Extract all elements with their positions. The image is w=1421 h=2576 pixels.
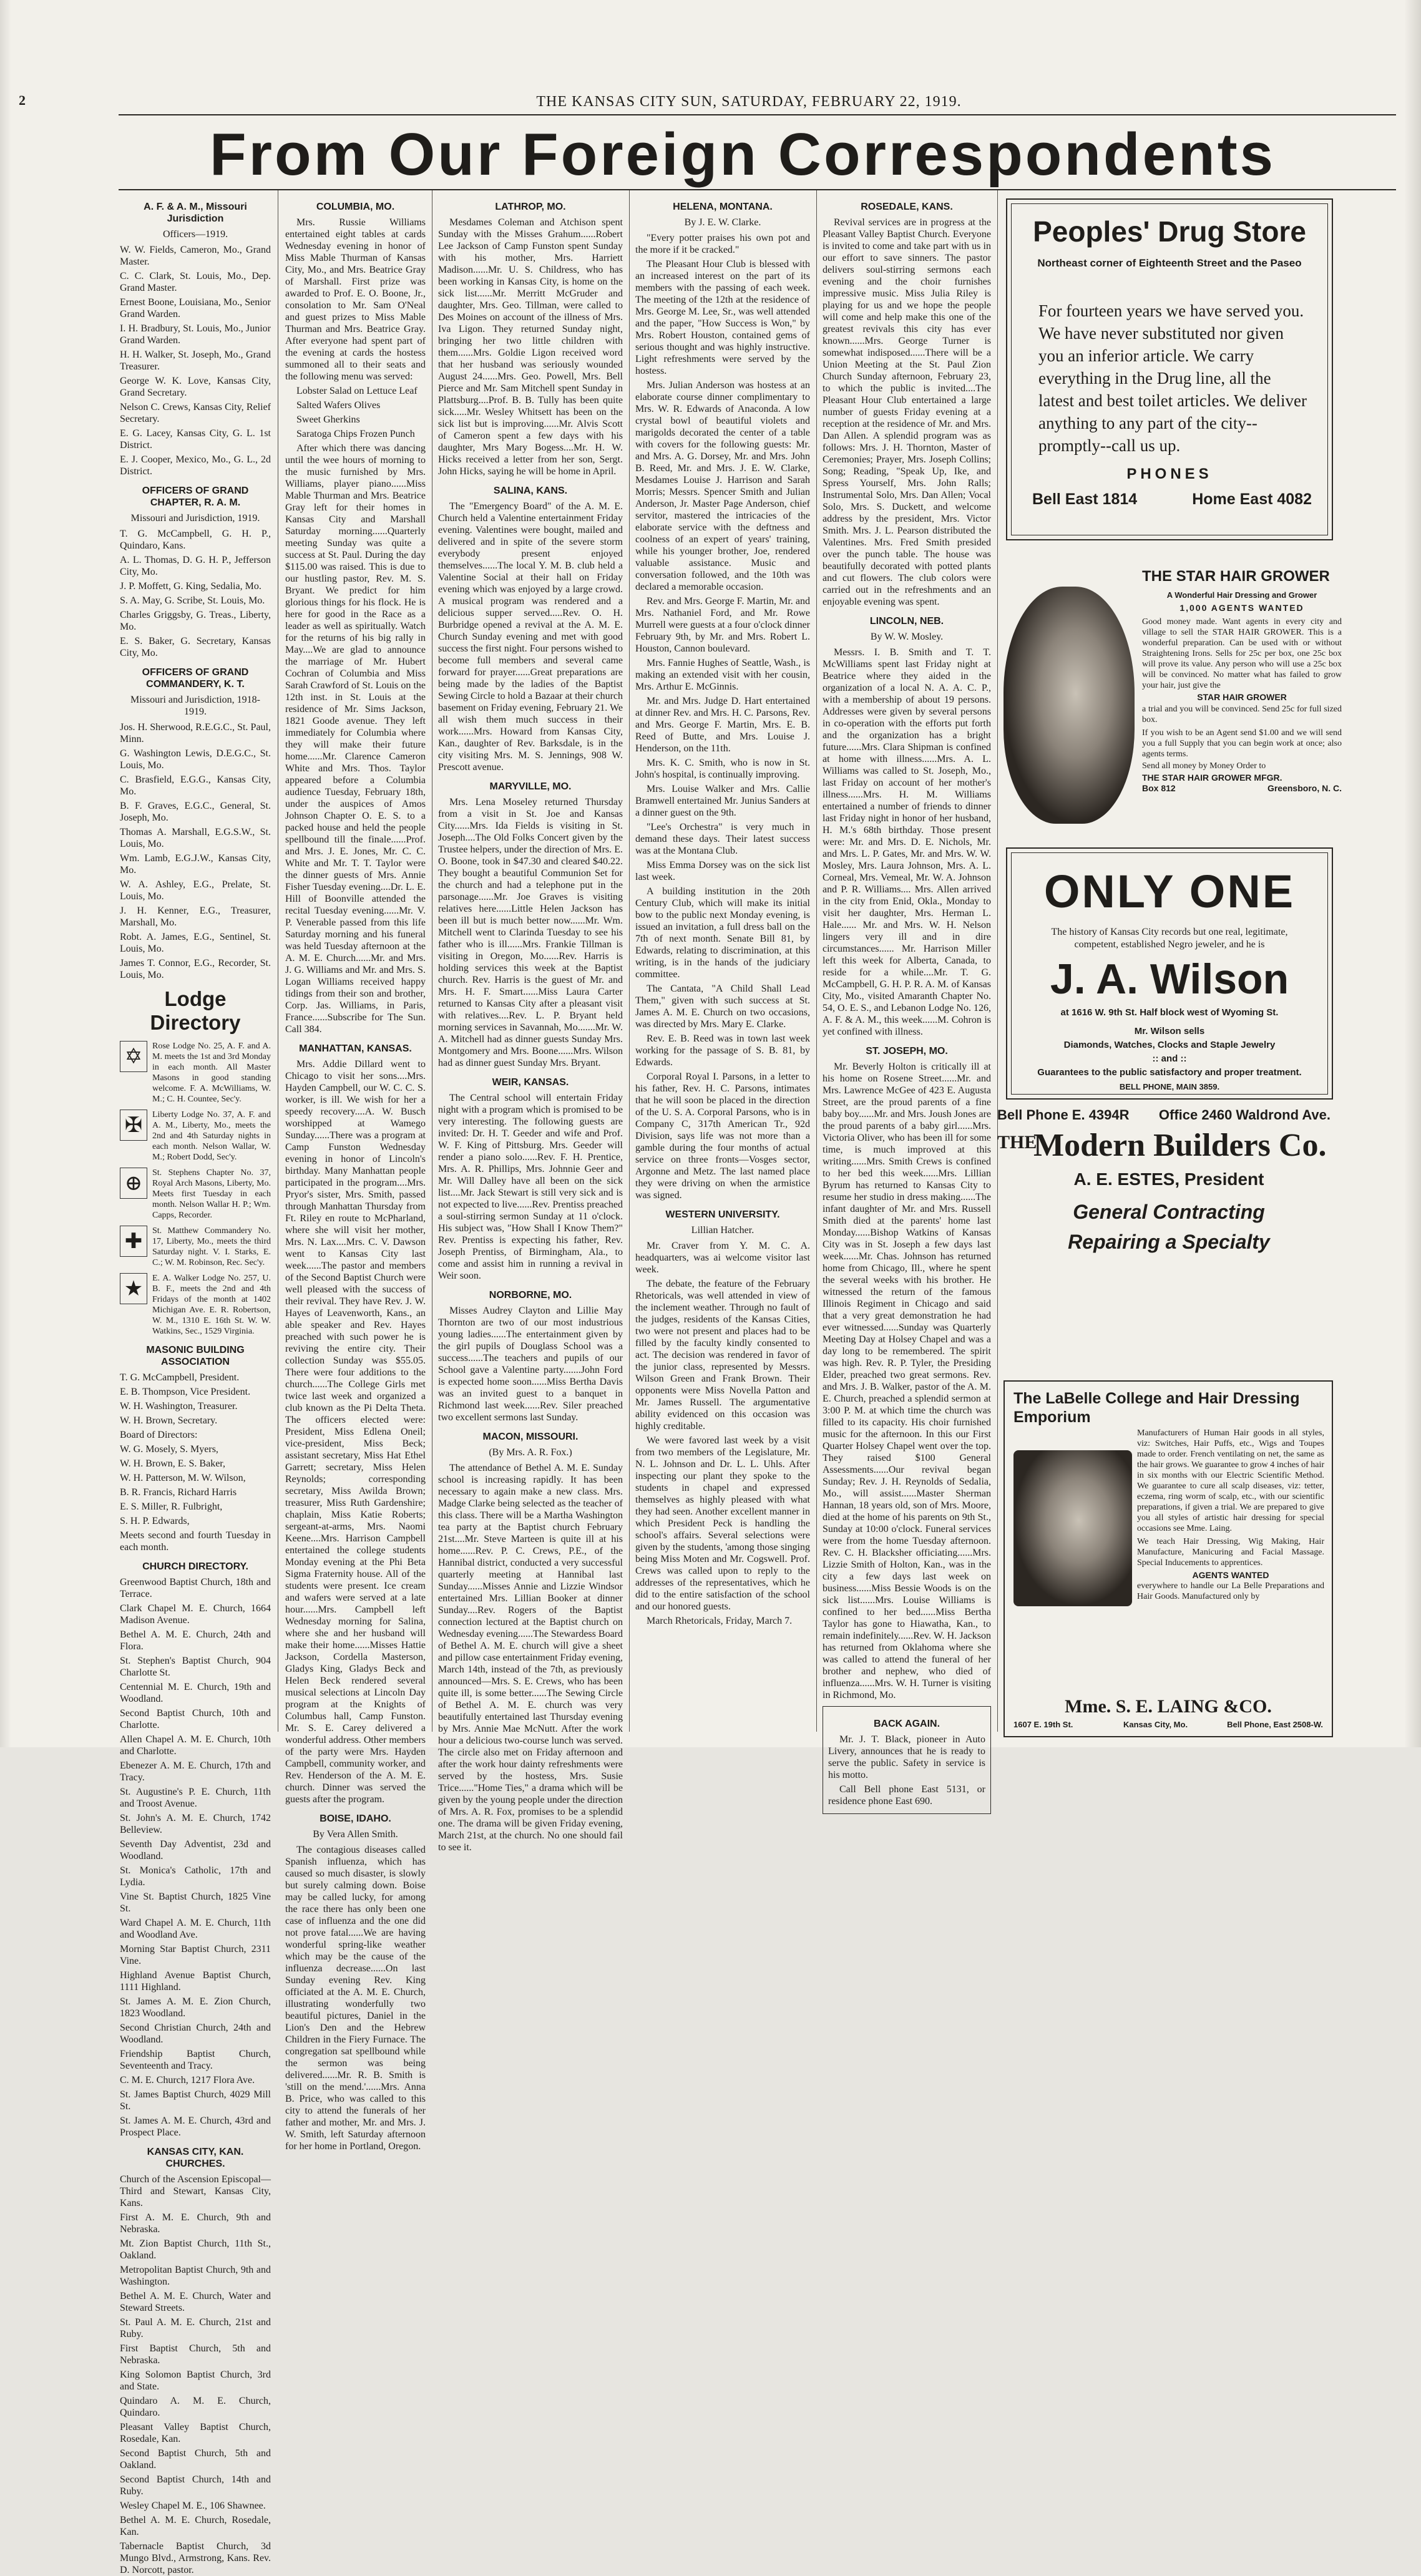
list-item: Ward Chapel A. M. E. Church, 11th and Woodland Ave.: [120, 1918, 271, 1940]
lincoln-heading: LINCOLN, NEB.: [869, 616, 944, 627]
rosedale-heading: ROSEDALE, KANS.: [861, 202, 953, 212]
list-item: Ernest Boone, Louisiana, Mo., Senior Grand Warden.: [120, 297, 271, 320]
masonic-emblem-icon: ★: [120, 1273, 147, 1304]
list-item: Quindaro A. M. E. Church, Quindaro.: [120, 2396, 271, 2418]
article-paragraph: The Central school will entertain Friday night with a program which is promised to be very interesting. The following guests are invited: Dr. H. T. Geeder and wife and Prof. W. F. King of Pittsburg. Mrs. Geeder will render a piano solo......Rev. F. H. Prentice, Mrs. A. R. Phillips, Mrs. Johnnie Geer and Mr. Will Dalley have all been on the sick list....Mr. Jack Stewart is still very sick and is not expected to live......Rev. Prentiss preached a soul-stirring sermon Sunday at 11 o'clock. His subject was, "How Shall I Know Them?" Rev. Prentiss is expecting his father, Rev. Joseph Prentiss, of Birmingham, Ala., to come and assist him in running a revival in Weir soon.: [438, 1093, 623, 1281]
star-hair-box: Box 812: [1142, 783, 1176, 793]
list-item: Second Baptist Church, 14th and Ruby.: [120, 2474, 271, 2497]
list-item: W. H. Washington, Treasurer.: [120, 1401, 238, 1412]
helena-heading: HELENA, MONTANA.: [673, 202, 773, 212]
article-paragraph: The Cantata, "A Child Shall Lead Them," given with such success at St. James A. M. E. Church on two occasions, was directed by Mrs. Mary E. Clarke.: [635, 983, 810, 1030]
article-paragraph: Messrs. I. B. Smith and T. T. McWilliams spent last Friday night at Beatrice where they aided in the organization of a local N. A. A. C. P., with a membership of about 19 persons. Addresses were given by several persons in co-operation with the efforts put forth and the organization has a bright future......Mrs. Clara Shipman is confined at home with illness......Mrs. A. L. Williams was called to St. Joseph, Mo., last Friday on account of her mother's illness......Mrs. H. M. Williams entertained a number of friends to dinner last Friday night in honor of her husband, H. M.'s 68th birthday. Those present were: Mr. and Mrs. D. E. Nichols, Mr. and Mrs. L. P. Gates, Mr. and Mrs. W. W. Mosley, Mrs. Laura Johnson, Mrs. A. L. Corneal, Mrs. Vemeal, Mr. W. A. Johnson and P. R. Williams.... Mrs. Allen arrived in the city from Enid, Okla., Monday to visit her daughter, Mrs. Herman L. Hale...... Mr. and Mrs. W. H. Nelson lingers very ill and in dire circumstances...... Mr. Harrison Miller left this week for Alberta, Canada, to reside for a while....Mr. T. G. McCampbell, G. H. P. R. A. M. of Kansas City, Mo., visited Amaranth Chapter No. 54, O. E. S., and Lebanon Lodge No. 126, A. F. & A. M., this week......M. Cohron is yet confined with illness.: [823, 647, 991, 1037]
list-item: Board of Directors:: [120, 1430, 198, 1440]
macon-heading: MACON, MISSOURI.: [482, 1432, 579, 1442]
drug-store-name: Peoples' Drug Store: [1033, 215, 1306, 248]
ad-labelle-college: [1003, 1380, 1333, 1737]
list-item: Bethel A. M. E. Church, Rosedale, Kan.: [120, 2515, 271, 2537]
labelle-addr2: Kansas City, Mo.: [1123, 1720, 1188, 1729]
kck-churches-list: [120, 2174, 271, 2576]
list-item: W. W. Fields, Cameron, Mo., Grand Master.: [120, 245, 271, 267]
labelle-body2: We teach Hair Dressing, Wig Making, Hair Manufacture, Manicuring and Facial Massage. Special Inducements to apprentices.: [1137, 1537, 1324, 1568]
labelle-addr3: Bell Phone, East 2508-W.: [1227, 1720, 1323, 1729]
list-item: Bethel A. M. E. Church, Water and Steward Streets.: [120, 2291, 271, 2313]
list-item: Clark Chapel M. E. Church, 1664 Madison Avenue.: [120, 1603, 271, 1626]
list-item: W. H. Brown, Secretary.: [120, 1415, 218, 1426]
stjoseph-article: [823, 1061, 991, 1701]
norborne-heading: NORBORNE, MO.: [489, 1290, 572, 1300]
list-item: St. Stephen's Baptist Church, 904 Charlotte St.: [120, 1656, 271, 1678]
star-hair-title: THE STAR HAIR GROWER: [1142, 568, 1330, 585]
wilson-address: at 1616 W. 9th St. Half block west of Wyoming St.: [1060, 1007, 1279, 1018]
drug-store-phones-label: PHONES: [1126, 466, 1213, 482]
list-item: St. James A. M. E. Church, 43rd and Prospect Place.: [120, 2115, 271, 2138]
star-hair-agents: 1,000 AGENTS WANTED: [1179, 603, 1304, 613]
weir-heading: WEIR, KANSAS.: [492, 1077, 569, 1088]
lodge-entry: [120, 1168, 271, 1221]
boise-byline: By Vera Allen Smith.: [313, 1829, 398, 1840]
star-hair-body1: Good money made. Want agents in every city and village to sell the STAR HAIR GROWER. This is a wonderful preparation. Can be used with or without Straightening Irons. Sells for 25c per box, one 25c box will prove its value. Any person who will use a 25c box will be convinced. No matter what has failed to grow your hair, just give the: [1142, 617, 1342, 690]
drug-store-phone-home: Home East 4082: [1192, 490, 1312, 508]
list-item: Meets second and fourth Tuesday in each month.: [120, 1530, 271, 1553]
list-item: Metropolitan Baptist Church, 9th and Washington.: [120, 2265, 271, 2287]
list-item: Highland Avenue Baptist Church, 1111 Highland.: [120, 1970, 271, 1993]
builders-office: Office 2460 Waldrond Ave.: [1158, 1107, 1331, 1123]
article-paragraph: The "Emergency Board" of the A. M. E. Church held a Valentine entertainment Friday evening. Valentines were bought, mailed and delivered and in spite of the severe storm everybody present enjoyed themselves......The local Y. M. B. club held a Valentine Social at their hall on Friday evening which was enjoyed by a large crowd. A musical program was rendered and a delicious supper served.....Rev. O. H. Burbridge opened a revival at the A. M. E. Church Sunday evening and met with good success the first night. Four persons wished to become full members and several came forward for prayer......Great preparations are being made by the ladies of the Baptist Sewing Circle to hold a Bazaar at their church basement on Friday evening, February 21. We all wish them much success in their work......Mrs. Howard from Kansas City, Kan., daughter of Rev. Barksdale, is in the city visiting Mrs. M. S. Jennings, 908 W. Prescott avenue.: [438, 501, 623, 773]
ad-star-hair-grower: [997, 562, 1347, 836]
article-paragraph: The debate, the feature of the February Rhetoricals, was well attended in view of the inclement weather. Through no fault of the judges, residents of the Kansas Cities, two were not present and places had to be filled by the faculty kindly consented to act. The decision was rendered in favor of the junior class, represented by Messrs. Wilson Green and Frank Brown. Their opponents were Miss Novella Patton and Mr. James Russell. The argumentative ability evidenced on this occasion was highly creditable.: [635, 1279, 810, 1432]
banner-rule: [119, 189, 1396, 190]
list-item: J. P. Moffett, G. King, Sedalia, Mo.: [120, 581, 261, 592]
list-item: E. G. Lacey, Kansas City, G. L. 1st District.: [120, 428, 271, 451]
article-paragraph: Salted Wafers Olives: [296, 400, 381, 411]
column-divider: [816, 190, 817, 1732]
wilson-guarantee: Guarantees to the public satisfactory and proper treatment.: [1037, 1067, 1302, 1078]
article-paragraph: The contagious diseases called Spanish influenza, which has caused so much disaster, is slowly but surely calming down. Boise may be called lucky, for among the race there has only been one case of influenza and the one did not prove fatal......We are having wonderful spring-like weather which may be the cause of the influenza decrease......On last Sunday evening Rev. King officiated at the A. M. E. Church, illustrating wonderfully two beautiful pictures, Daniel in the Lion's Den and the Hebrew Children in the Fiery Furnace. The congregation sat spellbound while the sermon was being delivered......Mr. R. B. Smith is 'still on the mend.'......Mrs. Anna B. Price, who was called to this city to attend the funerals of her father and mother, Mr. and Mrs. J. W. Smith, left Saturday afternoon for her home in Portland, Oregon.: [285, 1845, 426, 2152]
ad-ja-wilson-jeweler: [1006, 847, 1333, 1100]
builders-name: Modern Builders Co.: [1033, 1128, 1327, 1163]
lodge-directory-title: Lodge Directory: [150, 987, 241, 1034]
wilson-goods: Diamonds, Watches, Clocks and Staple Jewelry: [1063, 1040, 1276, 1050]
masonic-building-title: MASONIC BUILDING ASSOCIATION: [146, 1345, 245, 1367]
masonic-title: A. F. & A. M., Missouri Jurisdiction: [144, 202, 247, 224]
star-hair-body3: If you wish to be an Agent send $1.00 and we will send you a full Supply that you can begin work at once; also agents terms.: [1142, 728, 1342, 759]
list-item: Bethel A. M. E. Church, 24th and Flora.: [120, 1629, 271, 1652]
kck-churches-title: KANSAS CITY, KAN. CHURCHES.: [147, 2147, 244, 2169]
article-paragraph: Mrs. Russie Williams entertained eight tables at cards Wednesday evening in honor of Miss Mable Thurman of Kansas City, Mo., and Mrs. Beatrice Gray of Marshall. First prize was awarded to Prof. E. O. Boone, Jr., consolation to Mr. Sam O'Neal and guest prizes to Miss Mable Thurman and Mrs. Beatrice Gray. After everyone had spent part of the evening at cards the hostess summoned all to their seats and the following menu was served:: [285, 217, 426, 382]
drug-store-address: Northeast corner of Eighteenth Street and the Paseo: [1037, 257, 1302, 269]
labelle-title: The LaBelle College and Hair Dressing Emporium: [1013, 1390, 1300, 1426]
list-item: Jos. H. Sherwood, R.E.G.C., St. Paul, Minn.: [120, 722, 271, 744]
norborne-article: [438, 1305, 623, 1423]
list-item: St. John's A. M. E. Church, 1742 Belleview.: [120, 1813, 271, 1835]
star-hair-product: STAR HAIR GROWER: [1197, 692, 1287, 702]
woman-hairstyle-image: [1013, 1450, 1132, 1606]
article-paragraph: Mr. Beverly Holton is critically ill at his home on Rosene Street......Mr. and Mrs. Lawrence McGee of 423 E. Augusta Street, are the proud parents of a fine baby boy......Mr. and Mrs. Joush Jones are the proud parents of a baby girl......Mrs. Victoria Oliver, who has been ill for some time, is much improved at this writing......Mrs. Smith Crews is confined to her bed this week......Mrs. Lillian Byrum has returned to Kansas City to resume her studio in dress making......The infant daughter of Mr. and Mrs. Russell Smith died at the parents' home last Monday......Bishop Watkins of Kansas City was in St. Joseph a few days last week......Mr. Chas. Johnson has returned home from Chicago, Ill., where he spent the several weeks with his brother. He witnessed the return of the famous Illinois Regiment in Chicago and said that a very great demonstration he had ever witnessed......Sunday was Quarterly Meeting Day at Holsey Chapel and was a day long to be remembered. The spirit was high. Rev. R. P. Tyler, the Presiding Elder, preached two great sermons. Rev. and Mrs. J. B. Walker, pastor of the A. M. E. Church, preached a splendid sermon at 3:00 P. M. at which time the church was filled to its capacity. His choir furnished music for the afternoon. In this our First Quarter Holsey Chapel went over the top. They raised $100 General Assessments......Our revival began Sunday; Rev. J. H. Reynolds of Sedalia, Mo., will assist......Master Sherman Hannan, 18 years old, son of Mrs. Moore, died at the home of his parents on 9th St., Sunday at 10:00 o'clock. Funeral services were from the home Tuesday afternoon. Rev. C. H. Blacksher officiating......Mrs. Lizzie Smith of Holton, Kan., was in the city a few days last week on business......Miss Bessie Woods is on the sick list......Mrs. Louise Williams is confined to her bed......Miss Bertha Taylor has gone to Hiawatha, Kan., to remain indefinitely......Rev. W. H. Jackson has returned from Oklahoma where she was called to attend the funeral of her brother and nephew, who died of influenza......Mrs. W. H. Turner is visiting in Richmond, Mo.: [823, 1061, 991, 1700]
article-paragraph: Rev. E. B. Reed was in town last week working for the passage of S. B. 81, by Edwards.: [635, 1033, 810, 1068]
column-divider: [629, 190, 630, 1732]
list-item: E. S. Miller, R. Fulbright,: [120, 1501, 223, 1512]
list-item: King Solomon Baptist Church, 3rd and State.: [120, 2369, 271, 2392]
manhattan-heading: MANHATTAN, KANSAS.: [299, 1043, 412, 1054]
article-paragraph: Call Bell phone East 5131, or residence phone East 690.: [828, 1784, 985, 1807]
grand-chapter-officers: [120, 528, 271, 659]
column-5: [823, 193, 991, 1807]
list-item: Greenwood Baptist Church, 18th and Terrace.: [120, 1577, 271, 1599]
rosedale-article: [823, 217, 991, 608]
macon-byline: (By Mrs. A. R. Fox.): [489, 1447, 572, 1458]
maryville-article: [438, 796, 623, 1069]
list-item: T. G. McCampbell, G. H. P., Quindaro, Kans.: [120, 529, 271, 551]
list-item: Thomas A. Marshall, E.G.S.W., St. Louis, Mo.: [120, 827, 271, 849]
list-item: Tabernacle Baptist Church, 3d Mungo Blvd., Armstrong, Kans. Rev. D. Norcott, pastor.: [120, 2541, 271, 2575]
list-item: St. Monica's Catholic, 17th and Lydia.: [120, 1865, 271, 1888]
church-directory-list: [120, 1576, 271, 2139]
list-item: W. G. Mosely, S. Myers,: [120, 1444, 218, 1455]
lodge-entry: [120, 1110, 271, 1163]
wilson-name: J. A. Wilson: [1050, 955, 1289, 1003]
wilson-sells: Mr. Wilson sells: [1134, 1026, 1205, 1037]
stjoseph-heading: ST. JOSEPH, MO.: [866, 1046, 948, 1056]
western-university-heading: WESTERN UNIVERSITY.: [665, 1209, 780, 1220]
masthead-rule: [119, 114, 1396, 115]
column-3: [438, 193, 623, 1853]
article-paragraph: The attendance of Bethel A. M. E. Sunday school is increasing rapidly. It has been necessary to again make a new class. Mrs. Madge Clarke being selected as the teacher of this class. There will be a Martha Washington tea party at the Baptist church February 21st....Mr. Steve Marteen is quite ill at his home......Rev. P. C. Crews, P.E., of the Hannibal district, conducted a very successful quarterly meeting at Hannibal last Sunday......Misses Annie and Lizzie Windsor entertained Mrs. Lillian Booker at dinner Sunday....Rev. Rogers of the Baptist connection lectured at the Baptist church on Wednesday evening......The Stewardess Board of Bethel A. M. E. church will give a sheet and pillow case entertainment Friday evening, March 14th, instead of the 7th, as previously announced—Mrs. S. E. Crews, who has been quite ill, is some better......The Sewing Circle of Bethel A. M. E. church was very beautifully entertained last Thursday evening by Mrs. Annie Mae McNutt. After the work hour a delicious two-course lunch was served. The circle also met on Friday afternoon and after the work hour dainty refreshments were served by the hostess, Mrs. Susie Trice......"Home Ties," a drama which will be given by the young people under the direction of Mrs. A. R. Fox, promises to be a splendid one. The drama will be given Friday evening, March 21st, at the church. No one should fail to see it.: [438, 1463, 623, 1853]
list-item: A. L. Thomas, D. G. H. P., Jefferson City, Mo.: [120, 555, 271, 577]
article-paragraph: Misses Audrey Clayton and Lillie May Thornton are two of our most industrious young ladies......The entertainment given by the girl pupils of Douglass School was a success......The teachers and pupils of our School gave a Valentine party.......John Ford is expected home soon......Miss Bertha Davis was an invited guest to a banquet in Richmond last week......Rev. Siler preached two excellent sermons last Sunday.: [438, 1305, 623, 1423]
wilson-and: :: and ::: [1152, 1053, 1187, 1064]
builders-line2: Repairing a Specialty: [1068, 1231, 1270, 1253]
masonic-building-list: [120, 1372, 271, 1553]
article-paragraph: Mrs. Fannie Hughes of Seattle, Wash., is making an extended visit with her cousin, Mrs. Arthur E. McGinnis.: [635, 658, 810, 692]
article-paragraph: Lobster Salad on Lettuce Leaf: [296, 386, 418, 396]
list-item: St. Augustine's P. E. Church, 11th and Troost Avenue.: [120, 1787, 271, 1809]
list-item: James T. Connor, E.G., Recorder, St. Louis, Mo.: [120, 958, 271, 980]
list-item: Second Baptist Church, 5th and Oakland.: [120, 2448, 271, 2471]
list-item: W. A. Ashley, E.G., Prelate, St. Louis, Mo.: [120, 879, 271, 902]
back-again-notice: [823, 1706, 991, 1814]
article-paragraph: "Every potter praises his own pot and the more if it be cracked.": [635, 233, 810, 255]
lodge-directory: [120, 1041, 271, 1337]
article-paragraph: Mrs. Julian Anderson was hostess at an elaborate course dinner complimentary to Mrs. W. R. Edwards of Anaconda. A low crystal bowl of beautiful violets and marigolds decorated the center of a table with covers for the following guests: Mr. and Mrs. A. G. Dorsey, Mr. and Mrs. John B. Reed, Mr. and Mrs. J. E. W. Clarke, Mesdames Louise J. Harrison and Sarah Morris; Messrs. Spencer Smith and Julian Anderson, Jr. Master Page Anderson, chief servitor, mastered the intricacies of the elaborate service with the deftness and coolness of an expert of years' training, while his younger brother, Joe, rendered valuable assistance. Music and conversation followed, and the 10th was declared a memorable occasion.: [635, 380, 810, 592]
list-item: George W. K. Love, Kansas City, Grand Secretary.: [120, 376, 271, 398]
boise-article: [285, 1844, 426, 2152]
article-paragraph: Mr. and Mrs. Judge D. Hart entertained at dinner Rev. and Mrs. H. C. Parsons, Rev. and Mrs. George F. Martin, Mrs. E. B. Reed of Butte, and Mrs. Louise J. Henderson, on the 11th.: [635, 696, 810, 754]
star-hair-company: THE STAR HAIR GROWER MFGR.: [1142, 773, 1282, 783]
section-banner: From Our Foreign Correspondents: [209, 121, 1276, 188]
article-paragraph: Mr. Craver from Y. M. C. A. headquarters, was ai welcome visitor last week.: [635, 1241, 810, 1275]
lincoln-byline: By W. W. Mosley.: [870, 632, 944, 642]
list-item: Robt. A. James, E.G., Sentinel, St. Louis, Mo.: [120, 932, 271, 954]
list-item: T. G. McCampbell, President.: [120, 1372, 240, 1383]
weir-article: [438, 1092, 623, 1282]
article-paragraph: "Lee's Orchestra" is very much in demand these days. Their latest success was at the Montana Club.: [635, 822, 810, 856]
list-item: I. H. Bradbury, St. Louis, Mo., Junior Grand Warden.: [120, 323, 271, 346]
labelle-name: Mme. S. E. LAING &CO.: [1065, 1696, 1272, 1717]
columbia-article: [285, 217, 426, 1035]
lodge-entry-text: St. Matthew Commandery No. 17, Liberty, Mo., meets the third Saturday night. V. I. Starks, E. C.; W. M. Robinson, Rec. Sec'y.: [152, 1226, 271, 1267]
list-item: First A. M. E. Church, 9th and Nebraska.: [120, 2212, 271, 2235]
article-paragraph: Mrs. Louise Walker and Mrs. Callie Bramwell entertained Mr. Junius Sanders at a dinner guest on the 9th.: [635, 784, 810, 818]
ad-peoples-drug-store: [1006, 198, 1333, 540]
grand-commandery-subtitle: Missouri and Jurisdiction, 1918-1919.: [130, 695, 260, 717]
star-hair-city: Greensboro, N. C.: [1267, 783, 1342, 793]
list-item: B. R. Francis, Richard Harris: [120, 1487, 237, 1498]
labelle-addr1: 1607 E. 19th St.: [1013, 1720, 1073, 1729]
article-paragraph: Mr. J. T. Black, pioneer in Auto Livery, announces that he is ready to serve the public. Safety in service is his motto.: [828, 1734, 985, 1780]
drug-store-body: For fourteen years we have served you. We have never substituted nor given you an inferior article. We carry everything in the Drug line, all the latest and best toilet articles. We deliver anything to any part of the city--promptly--call us up.: [1038, 301, 1307, 455]
masthead: THE KANSAS CITY SUN, SATURDAY, FEBRUARY 22, 1919.: [536, 94, 962, 110]
western-university-byline: Lillian Hatcher.: [691, 1225, 754, 1236]
list-item: St. Paul A. M. E. Church, 21st and Ruby.: [120, 2317, 271, 2339]
grand-chapter-title: OFFICERS OF GRAND CHAPTER, R. A. M.: [142, 485, 249, 508]
star-hair-location: [1142, 783, 1342, 794]
star-hair-body4: Send all money by Money Order to: [1142, 761, 1266, 771]
article-paragraph: Mrs. K. C. Smith, who is now in St. John's hospital, is continually improving.: [635, 758, 810, 780]
article-paragraph: A building institution in the 20th Century Club, which will make its initial bow to the public next Monday evening, is issued an invitation, a full dress ball on the 7th of next month. Senate Bill 81, by Edwards, relating to discrimination, at this writing, is in the hands of the judiciary committee.: [635, 886, 810, 980]
lodge-entry: [120, 1273, 271, 1337]
list-item: E. S. Baker, G. Secretary, Kansas City, Mo.: [120, 636, 271, 658]
list-item: H. H. Walker, St. Joseph, Mo., Grand Treasurer.: [120, 349, 271, 372]
church-directory-title: CHURCH DIRECTORY.: [142, 1561, 248, 1572]
helena-byline: By J. E. W. Clarke.: [684, 217, 761, 228]
labelle-agents: AGENTS WANTED: [1192, 1570, 1269, 1580]
star-hair-body2: a trial and you will be convinced. Send 25c for full sized box.: [1142, 705, 1342, 724]
list-item: Pleasant Valley Baptist Church, Rosedale, Kan.: [120, 2422, 271, 2444]
article-paragraph: Rev. and Mrs. George F. Martin, Mr. and Mrs. Nathaniel Ford, and Mr. Rowe Murrell were guests at a four o'clock dinner February 9th, by Mr. and Mrs. Robert L. Houston, Cannon boulevard.: [635, 596, 810, 654]
list-item: J. H. Kenner, E.G., Treasurer, Marshall, Mo.: [120, 905, 271, 928]
article-paragraph: March Rhetoricals, Friday, March 7.: [647, 1616, 793, 1626]
wilson-phone: BELL PHONE, MAIN 3859.: [1119, 1082, 1220, 1091]
article-paragraph: Mesdames Coleman and Atchison spent Sunday with the Misses Grahum......Robert Lee Jackson of Camp Funston spent Sunday with his mother, Mrs. Harriett Madison......Mr. U. S. Childress, who has been working in Kansas City, is home on the sick list......Mr. Merritt McGruder and daughter, Mrs. Geo. Tillman, were called to Des Moines on account of the illness of Mrs. Iva Ligon. They returned Sunday night, bringing her two little children with them......Mrs. Goldie Ligon received word that her husband was seriously wounded August 24......Mrs. Geo. Powell, Mrs. Bell Pierce and Mr. Sam Mitchell spent Sunday in Plattsburg....Prof. B. B. Tully has been quite sick.....Mr. Wesley Whitsett has been on the sick list but is improving......Mr. Alvis Scott of Cameron spent a few days with his daughter, Mrs Mary Bogess....Mr. H. W. Hicks received a letter from her son, Sergt. John Hicks, saying he will be home in April.: [438, 217, 623, 477]
labelle-text: [1137, 1428, 1324, 1602]
list-item: Second Christian Church, 24th and Woodland.: [120, 2022, 271, 2045]
masonic-officers: [120, 244, 271, 477]
salina-article: [438, 500, 623, 773]
back-again-text: [828, 1734, 985, 1807]
list-item: E. B. Thompson, Vice President.: [120, 1387, 251, 1397]
builders-phone: Bell Phone E. 4394R: [997, 1107, 1130, 1123]
list-item: Church of the Ascension Episcopal—Third and Stewart, Kansas City, Kans.: [120, 2174, 271, 2208]
list-item: C. C. Clark, St. Louis, Mo., Dep. Grand Master.: [120, 271, 271, 293]
back-again-heading: BACK AGAIN.: [873, 1719, 940, 1729]
article-paragraph: We were favored last week by a visit from two members of the Legislature, Mr. N. L. Johnson and Dr. L. L. Uhls. After inspecting our plant they spoke to the students in chapel and expressed themselves as highly pleased with what they had seen. Another excellent manner in which President Peck is handling the school's affairs. Several selections were given by the students, 'among those singing being Miss Moten and Mr. Cogswell. Prof. Crews was called upon to reply to the addresses of the representatives, which he did to the entire satisfaction of the school and our honored guests.: [635, 1435, 810, 1612]
lodge-entry-text: St. Stephens Chapter No. 37, Royal Arch Masons, Liberty, Mo. Meets first Tuesday in each month. Nelson Wallar H. P.; Wm. Capps, Recorder.: [152, 1168, 271, 1220]
list-item: Ebenezer A. M. E. Church, 17th and Tracy.: [120, 1760, 271, 1783]
masonic-emblem-icon: ⊕: [120, 1168, 147, 1199]
maryville-heading: MARYVILLE, MO.: [489, 781, 572, 792]
masonic-emblem-icon: ✡: [120, 1041, 147, 1072]
salina-heading: SALINA, KANS.: [493, 485, 568, 496]
article-paragraph: The Pleasant Hour Club is blessed with an increased interest on the part of its members with the passing of each week. The meeting of the 12th at the residence of Mrs. George M. Lee, Sr., was well attended and the paper, "How Success is Won," by Mrs. Robert Houston, contained gems of serious thought and was highly instructive. Light refreshments were served by the hostess.: [635, 259, 810, 376]
list-item: Friendship Baptist Church, Seventeenth and Tracy.: [120, 2049, 271, 2071]
masonic-subtitle: Officers—1919.: [162, 229, 228, 240]
list-item: Wm. Lamb, E.G.J.W., Kansas City, Mo.: [120, 853, 271, 876]
builders-line1: General Contracting: [1073, 1201, 1265, 1223]
article-paragraph: Saratoga Chips Frozen Punch: [296, 429, 415, 439]
page-number: 2: [19, 92, 26, 108]
grand-commandery-officers: [120, 721, 271, 981]
woman-portrait-image: [1003, 587, 1135, 824]
manhattan-article: [285, 1058, 426, 1805]
column-2: [285, 193, 426, 2152]
lodge-entry-text: Rose Lodge No. 25, A. F. and A. M. meets the 1st and 3rd Monday in each month. All Master Masons in good standing welcome. F. A. McWilliams, W. M.; C. H. Countee, Sec'y.: [152, 1042, 271, 1104]
article-paragraph: Miss Emma Dorsey was on the sick list last week.: [635, 860, 810, 882]
article-paragraph: Revival services are in progress at the Pleasant Valley Baptist Church. Everyone is invited to come and take part with us in our effort to save sinners. The pastor delivers soul-stirring sermons each evening and the choir furnishes impressive music. Miss Julia Riley is playing for us and we hope the people will come and help make this one of the greatest revivals this city has ever known......Mrs. George Turner is somewhat indisposed......There will be a Union Meeting at the St. Paul Zion Church Sunday afternoon, February 23, to which the public is invited....The Pleasant Hour Club entertained a large number of guests Friday evening at a reception at the residence of Mr. and Mrs. Dan Allen. A splendid program was as follows: Mrs. J. H. Thornton, Master of Ceremonies; Prayer, Mrs. Joseph Collins; Song; Reading, "Speak Up, Ike, and Spress Yourself, Mrs. John Ralls; Instrumental Solo, Mrs. Dan Allen; Vocal Solo, Mrs. S. Duckett, and welcome address by the president, Mrs. Victor Smith. Mrs. J. L. Pearson distributed the Valentines. Mrs. Fred Smith presided over the punch table. The house was beautifully decorated with potted plants and cut flowers. The club colors were carried out in the refreshments and an enjoyable evening was spent.: [823, 217, 991, 607]
lathrop-article: [438, 217, 623, 477]
list-item: S. A. May, G. Scribe, St. Louis, Mo.: [120, 595, 265, 606]
list-item: Morning Star Baptist Church, 2311 Vine.: [120, 1944, 271, 1966]
column-4: [635, 193, 810, 1729]
list-item: C. Brasfield, E.G.G., Kansas City, Mo.: [120, 774, 271, 797]
builders-president: A. E. ESTES, President: [1073, 1169, 1264, 1189]
lodge-entry-text: Liberty Lodge No. 37, A. F. and A. M., Liberty, Mo., meets the 2nd and 4th Saturday nights in each month. Nelson Wallar, W. M.; Robert Dodd, Sec'y.: [152, 1110, 271, 1162]
list-item: E. J. Cooper, Mexico, Mo., G. L., 2d District.: [120, 454, 271, 477]
lodge-entry: [120, 1041, 271, 1105]
labelle-body3: everywhere to handle our La Belle Preparations and Hair Goods. Manufactured only by: [1137, 1581, 1324, 1601]
list-item: Nelson C. Crews, Kansas City, Relief Secretary.: [120, 402, 271, 424]
list-item: Centennial M. E. Church, 19th and Woodland.: [120, 1682, 271, 1704]
list-item: G. Washington Lewis, D.E.G.C., St. Louis, Mo.: [120, 748, 271, 771]
drug-store-phone-bell: Bell East 1814: [1032, 490, 1138, 508]
article-paragraph: Mrs. Addie Dillard went to Chicago to visit her sons....Mrs. Hayden Campbell, our W. C. C. S. worker, is ill. We wish for her a speedy recovery....A. W. Busch worshipped at Wamego Sunday......There was a program at Camp Funston Wednesday evening in honor of Lincoln's birthday. Many Manhattan people participated in the program....Mrs. Pryor's sister, Mrs. Smith, passed through Manhattan Thursday from Ft. Riley en route to McPharland, where she will visit her mother, Mrs. N. Lax....Mrs. C. V. Dawson went to Kansas City last week......The pastor and members of the Second Baptist Church were well pleased with the success of their revival. They have Rev. J. W. Hayes of Leavenworth, Kans., an able speaker and Rev. Hayes preached with such power he is reviving the entire city. Their collection Sunday was $55.05. There were four additions to the church......The College Girls met twice last week and organized a club known as the Pi Delta Theta. The officers elected were: President, Miss Edlena Oneil; vice-president, Miss Beck; assistant secretary, Miss Hat Ethel Garrett; secretary, Miss Helen Reynolds; corresponding secretary, Miss Awilda Brown; treasurer, Miss Ruth Gardenshire; chaplain, Miss Katie Roberts; sergeant-at-arms, Mrs. Naomi Keene....Mrs. Harrison Campbell entertained the college students Monday evening at the Phi Beta Sigma Fraternity house. All of the students were present. Ice cream and wafers were served at a late hour......Mrs. Campbell left Wednesday morning for Salina, where she and her husband will make their home......Misses Hattie Jackson, Cordella Masterson, Gladys King, Gladys Beck and Helen Beck rendered several musical selections at Lincoln Day program at the Knights of Columbus hall, Camp Funston. Mr. S. E. Carey delivered a wonderful address. Other members of the party were Mrs. Hayden Campbell, community worker, and Rev. Henderson of the A. M. E. church. Dinner was served the guests after the program.: [285, 1059, 426, 1805]
list-item: C. M. E. Church, 1217 Flora Ave.: [120, 2075, 255, 2086]
column-masonic: [120, 193, 271, 2575]
article-paragraph: Mrs. Lena Moseley returned Thursday from a visit in St. Joe and Kansas City......Mrs. Ida Fields is visiting in St. Joseph....The Old Folks Concert given by the Trustee helpers, under the direction of Mrs. E. O. Boone, took in $47.30 and cleared $40.22. They bought a beautiful Communion Set for the church and had a telephone put in the parsonage......Mr. Joe Graves is visiting relatives here......Little Helen Jackson has been ill but is much better now......Mr. Wm. Mitchell went to Clarinda Tuesday to see his father who is ill......Mrs. Frankie Tillman is visiting in Oregon, Mo......Rev. Harris is holding services this week at the Baptist church. Rev. Harris is the guest of Mr. and Mrs. H. F. Smart......Miss Laura Carter returned to Kansas City after a pleasant visit with relatives....Rev. L. P. Bryant held morning services in Savannah, Mo.......Mr. W. A. Mitchell had as dinner guests Sunday Mrs. Montgomery and Mrs. Boone......Mrs. Wilson had as dinner guest Sunday Mrs. Bryant.: [438, 797, 623, 1068]
masonic-emblem-icon: ✚: [120, 1226, 147, 1257]
wilson-intro: The history of Kansas City records but one real, legitimate, competent, established Negro jeweler, and he is: [1051, 927, 1288, 950]
list-item: Allen Chapel A. M. E. Church, 10th and Charlotte.: [120, 1734, 271, 1757]
list-item: Seventh Day Adventist, 23d and Woodland.: [120, 1839, 271, 1861]
boise-heading: BOISE, IDAHO.: [320, 1813, 391, 1824]
grand-commandery-title: OFFICERS OF GRAND COMMANDERY, K. T.: [142, 667, 249, 690]
article-paragraph: After which there was dancing until the wee hours of morning to the music furnished by Mrs. Williams, player piano......Miss Mable Thurman and Mrs. Beatrice Gray left for their homes in Kansas City and Marshall Saturday morning......Quarterly meeting Sunday was quite a success at St. Paul. During the day $115.00 was raised. This is due to our hustling pastor, Rev. M. S. Bryant. We predict for him glorious things for his flock. He is here for good in the Race as a leader as well as spiritually. Watch for the returns of his big rally in May....We are glad to announce the marriage of Mr. Hubert Cochran of Columbia and Miss Sarah Crawford of St. Louis on the 12th inst. in St. Louis at the residence of Mr. Sims Jackson, 1821 Goode avenue. They left immediately for Columbia where they will make their future home......Mr. Clarence Cameron White and Mrs. Thos. Taylor appeared before a Columbia audience Tuesday, February 18th, under the auspices of Amos Johnson Chapter O. E. S. to a packed house and held the people spellbound till the finale......Prof. and Mrs. J. E. Jones, Mr. C. C. White and Mr. T. T. Taylor were the dinner guests of Mrs. Annie Fisher Tuesday evening....Dr. L. E. Hill of Boonville attended the recital Tuesday evening......Mr. V. P. Venerable passed from this life Saturday morning and his funeral was held Tuesday afternoon at the A. M. E. Church......Mr. and Mrs. J. G. Williams and Mr. and Mrs. S. Logan Williams received happy tidings from their son and brother, Corp. Jas. Williams, in Paris, France......Subscribe for The Sun. Call 384.: [285, 443, 426, 1035]
grand-chapter-subtitle: Missouri and Jurisdiction, 1919.: [130, 513, 260, 524]
list-item: St. James A. M. E. Zion Church, 1823 Woodland.: [120, 1996, 271, 2019]
article-paragraph: Corporal Royal I. Parsons, in a letter to his father, Rev. H. C. Parsons, intimates that he will soon be placed in the direction of the U. S. A. Corporal Parsons, who is in Company C, 317th American Tr., 92d Division, says life was not more than a gamble during the four months of actual service on three fronts—Vosges sector, Argonne and Metz. The last named place they were driving on when the armistice was signed.: [635, 1071, 810, 1201]
lathrop-heading: LATHROP, MO.: [495, 202, 566, 212]
list-item: W. H. Brown, E. S. Baker,: [120, 1458, 225, 1469]
wilson-headline: ONLY ONE: [1043, 866, 1296, 917]
star-hair-text: [1142, 617, 1342, 794]
list-item: W. H. Patterson, M. W. Wilson,: [120, 1473, 246, 1483]
list-item: Second Baptist Church, 10th and Charlotte.: [120, 1708, 271, 1730]
article-paragraph: Sweet Gherkins: [296, 414, 360, 425]
list-item: Mt. Zion Baptist Church, 11th St., Oakland.: [120, 2238, 271, 2261]
list-item: Vine St. Baptist Church, 1825 Vine St.: [120, 1891, 271, 1914]
lodge-entry: [120, 1226, 271, 1268]
list-item: Charles Griggsby, G. Treas., Liberty, Mo.: [120, 610, 271, 632]
lodge-entry-text: E. A. Walker Lodge No. 257, U. B. F., meets the 2nd and 4th Fridays of the month at 1402 Michigan Ave. E. R. Robertson, W. M., 1310 E. 16th St. W. W. Watkins, Sec., 1529 Virginia.: [152, 1274, 271, 1336]
builders-the: THE: [997, 1132, 1037, 1153]
list-item: Wesley Chapel M. E., 106 Shawnee.: [120, 2500, 266, 2511]
list-item: S. H. P. Edwards,: [120, 1516, 190, 1526]
column-divider: [997, 190, 998, 1732]
ad-modern-builders: [997, 1105, 1340, 1354]
list-item: B. F. Graves, E.G.C., General, St. Joseph, Mo.: [120, 801, 271, 823]
lincoln-article: [823, 646, 991, 1038]
macon-article: [438, 1462, 623, 1853]
western-university-article: [635, 1240, 810, 1627]
labelle-body1: Manufacturers of Human Hair goods in all styles, viz: Switches, Hair Puffs, etc., Wigs and Toupes made to order. French ventilating on net, the same as the hair grows. We guarantee to grow 4 inches of hair in six months with our Electric Scientific Method. We guarantee to cure all scalp diseases, viz: tetter, eczema, ring worm of scalp, etc., with our scientific preparations, if given a trial. We are prepared to give you all styles of artistic hair dressing for special occasions see Mme. Laing.: [1137, 1428, 1324, 1533]
columbia-heading: COLUMBIA, MO.: [316, 202, 395, 212]
helena-article: [635, 232, 810, 1201]
star-hair-subtitle: A Wonderful Hair Dressing and Grower: [1166, 590, 1317, 600]
list-item: First Baptist Church, 5th and Nebraska.: [120, 2343, 271, 2366]
list-item: St. James Baptist Church, 4029 Mill St.: [120, 2089, 271, 2112]
masonic-emblem-icon: ✠: [120, 1110, 147, 1141]
